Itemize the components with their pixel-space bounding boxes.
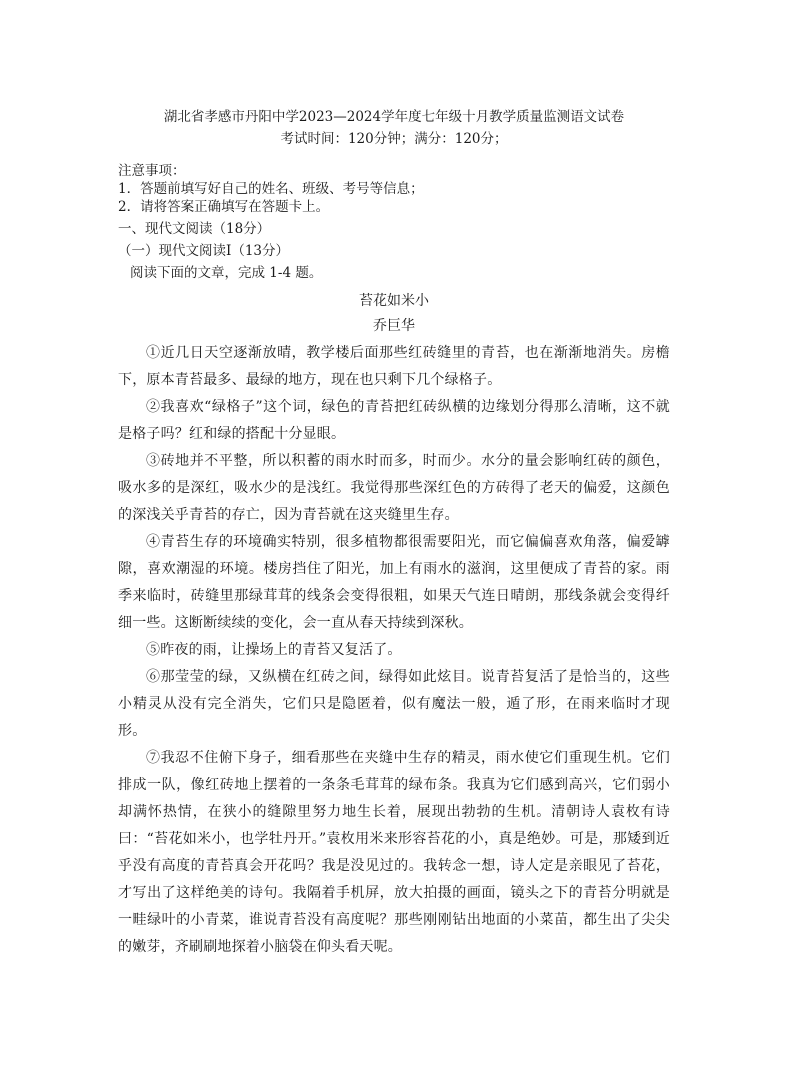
- article-paragraph: ⑥那莹莹的绿，又纵横在红砖之间，绿得如此炫目。说青苔复活了是恰当的，这些小精灵从没有完全消失，它们只是隐匿着，似有魔法一般，遁了形，在雨来临时才现形。: [118, 669, 670, 739]
- article-paragraph: ④青苔生存的环境确实特别，很多植物都很需要阳光，而它偏偏喜欢角落，偏爱罅隙，喜欢潮湿的环境。楼房挡住了阳光，加上有雨水的滋润，这里便成了青苔的家。雨季来临时，砖缝里那绿茸茸的线条会变得很粗，如果天气连日晴朗，那线条就会变得纤细一些。这断断续续的变化，会一直从春天持续到深秋。: [118, 534, 670, 631]
- exam-title: 湖北省孝感市丹阳中学2023—2024学年度七年级十月教学质量监测语文试卷: [163, 109, 625, 125]
- article-paragraph: ③砖地并不平整，所以积蓄的雨水时而多，时而少。水分的量会影响红砖的颜色，吸水多的是深红，吸水少的是浅红。我觉得那些深红色的方砖得了老天的偏爱，这颜色的深浅关乎青苔的存亡，因为青苔就在这夹缝里生存。: [118, 453, 670, 523]
- notice-item: 1．答题前填写好自己的姓名、班级、考号等信息；: [118, 181, 424, 197]
- notice-block: [118, 162, 670, 216]
- article-paragraph: ②我喜欢“绿格子”这个词，绿色的青苔把红砖纵横的边缘划分得那么清晰，这不就是格子吗？红和绿的搭配十分显眼。: [118, 399, 670, 442]
- reading-instruction: 阅读下面的文章，完成 1-4 题。: [130, 265, 323, 281]
- article-paragraph: ①近几日天空逐渐放晴，教学楼后面那些红砖缝里的青苔，也在渐渐地消失。房檐下，原本青苔最多、最绿的地方，现在也只剩下几个绿格子。: [118, 345, 670, 388]
- exam-info: 考试时间：120分钟；满分：120分；: [280, 131, 508, 147]
- exam-page: [118, 106, 670, 961]
- article-body: [118, 340, 670, 961]
- section-heading: 一、现代文阅读（18分）: [118, 221, 271, 237]
- article-paragraph: ⑦我忍不住俯下身子，细看那些在夹缝中生存的精灵，雨水使它们重现生机。它们排成一队，像红砖地上摆着的一条条毛茸茸的绿布条。我真为它们感到高兴，它们弱小却满怀热情，在狭小的缝隙里努力地生长着，展现出勃勃的生机。清朝诗人袁枚有诗曰：“苔花如米小，也学牡丹开。”袁枚用米来形容苔花的小，真是绝妙。可是，那矮到近乎没有高度的青苔真会开花吗？我是没见过的。我转念一想，诗人定是亲眼见了苔花，才写出了这样绝美的诗句。我隔着手机屏，放大拍摄的画面，镜头之下的青苔分明就是一畦绿叶的小青菜，谁说青苔没有高度呢？那些刚刚钻出地面的小菜苗，都生出了尖尖的嫩芽，齐刷刷地探着小脑袋在仰头看天呢。: [118, 750, 670, 955]
- notice-heading: 注意事项：: [118, 163, 186, 179]
- sub-section-heading: （一）现代文阅读Ⅰ（13分）: [118, 243, 290, 259]
- article-author: 乔巨华: [373, 318, 415, 334]
- article-paragraph: ⑤昨夜的雨，让操场上的青苔又复活了。: [146, 642, 402, 658]
- notice-item: 2．请将答案正确填写在答题卡上。: [118, 199, 330, 215]
- article-title: 苔花如米小: [359, 293, 429, 309]
